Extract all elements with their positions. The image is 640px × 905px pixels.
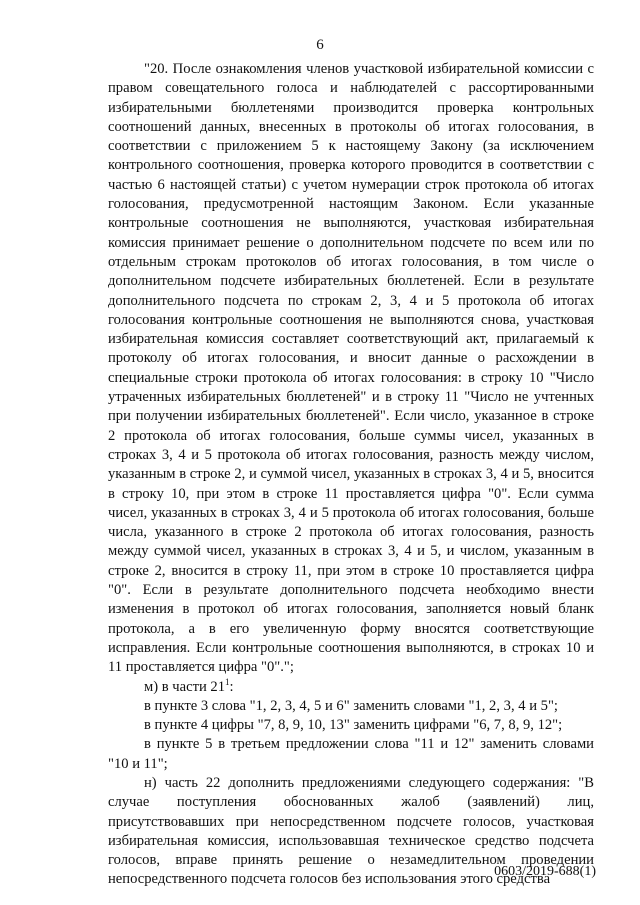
superscript: 1 <box>225 676 230 687</box>
page-number: 6 <box>316 37 324 53</box>
paragraph-m-item-2: в пункте 4 цифры "7, 8, 9, 10, 13" заменить цифрами "6, 7, 8, 9, 12"; <box>144 717 563 734</box>
paragraph-20: "20. После ознакомления членов участковой избирательной комиссии с правом совещательного голоса и наблюдателей с рассортированными избирательными бюллетенями производится проверка контрольных соотношений данных, внесенных в протоколы об итогах голосования, в соответствии с приложением 5 к настоящему Закону (за исключением контрольного соотношения, проверка которого проводится в соответствии с частью 6 настоящей статьи) с учетом нумерации строк протокола об итогах голосования, предусмотренной настоящим Законом. Если указанные контрольные соотношения не выполняются, участковая избирательная комиссия принимает решение о дополнительном подсчете по всем или по отдельным строкам протоколов об итогах голосования, в том числе о дополнительном подсчете избирательных бюллетеней. Если в результате дополнительного подсчета по строкам 2, 3, 4 и 5 протокола об итогах голосования контрольные соотношения не выполняются снова, участковая избирательная комиссия составляет соответствующий акт, прилагаемый к протоколу об итогах голосования, и вносит данные о расхождении в специальные строки протокола об итогах голосования: в строку 10 "Число утраченных избирательных бюллетеней" и в строку 11 "Число не учтенных при получении избирательных бюллетеней". Если число, указанное в строке 2 протокола об итогах голосования, больше суммы чисел, указанных в строках 3, 4 и 5 протокола об итогах голосования, разность между числом, указанным в строке 2, и суммой чисел, указанных в строках 3, 4 и 5, вносится в строку 10, при этом в строке 11 проставляется цифра "0". Если сумма чисел, указанных в строках 3, 4 и 5 протокола об итогах голосования, больше числа, указанного в строке 2 протокола об итогах голосования, разность между суммой чисел, указанных в строках 3, 4 и 5, и числом, указанным в строке 2, вносится в строку 11, при этом в строке 10 проставляется цифра "0". Если в результате дополнительного подсчета необходимо внести изменения в протокол об итогах голосования, заполняется новый бланк протокола, а в его увеличенную форму вносятся соответствующие исправления. Если контрольные соотношения выполняются, в строках 10 и 11 проставляется цифра "0"."; <box>108 61 594 676</box>
paragraph-m-text: м) в части 21 <box>144 678 226 695</box>
document-body <box>108 60 594 890</box>
paragraph-n: н) часть 22 дополнить предложениями следующего содержания: "В случае поступления обоснованных жалоб (заявлений) лиц, присутствовавших при непосредственном подсчете голосов, участковая избирательная комиссия, использовавшая техническое средство подсчета голосов, вправе принять решение о незамедлительном проведении непосредственного подсчета голосов без использования этого средства <box>108 774 594 888</box>
paragraph-m-item-3: в пункте 5 в третьем предложении слова "11 и 12" заменить словами "10 и 11"; <box>108 736 594 772</box>
paragraph-m-heading <box>108 678 594 697</box>
paragraph-m-colon: : <box>229 678 234 695</box>
document-code: 0603/2019-688(1) <box>494 864 596 879</box>
paragraph-m-item-1: в пункте 3 слова "1, 2, 3, 4, 5 и 6" заменить словами "1, 2, 3, 4 и 5"; <box>144 697 558 714</box>
